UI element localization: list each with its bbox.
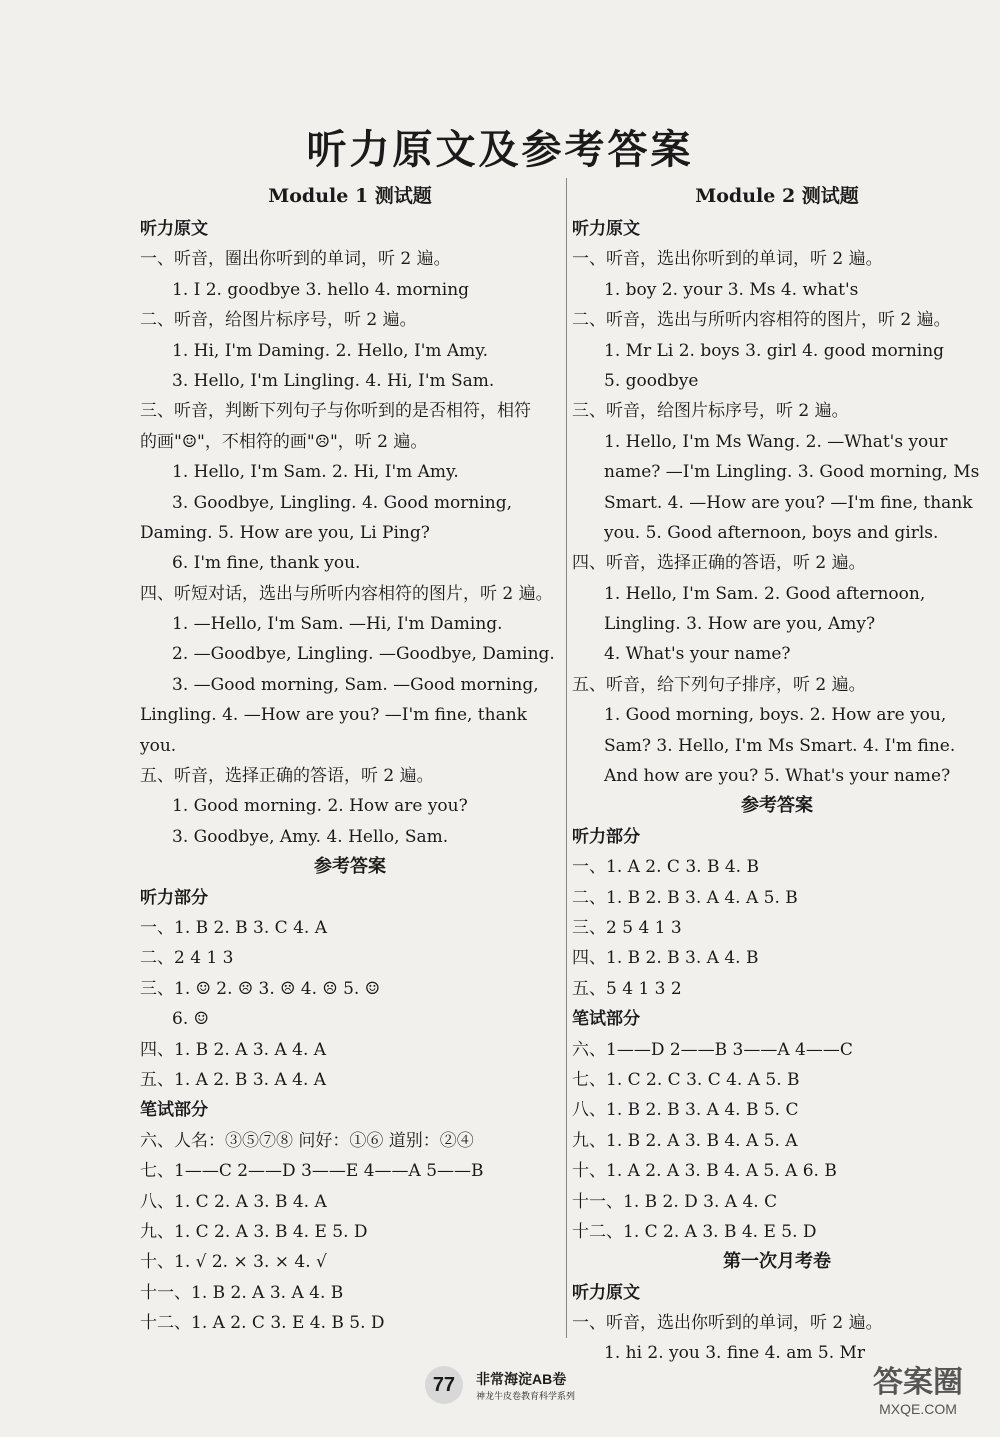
text-line: 6. I'm fine, thank you.: [172, 553, 361, 574]
text-line: Lingling. 4. —How are you? —I'm fine, thank: [140, 705, 527, 726]
text-line: 六、1——D 2——B 3——A 4——C: [572, 1039, 853, 1060]
text-line: 听力原文: [140, 219, 208, 239]
text-line: 1. Good morning, boys. 2. How are you,: [604, 705, 947, 726]
text-line: 一、1. A 2. C 3. B 4. B: [572, 857, 759, 878]
column-divider: [566, 178, 567, 1338]
text-line: 一、听音，选出你听到的单词，听 2 遍。: [572, 249, 883, 270]
text-line: 九、1. B 2. A 3. B 4. A 5. A: [572, 1130, 798, 1151]
text-line: 二、听音，给图片标序号，听 2 遍。: [140, 310, 417, 331]
text-line: 笔试部分: [140, 1100, 208, 1121]
brand-block: [476, 1369, 575, 1402]
text-line: you. 5. Good afternoon, boys and girls.: [604, 522, 939, 543]
text-line: 4. What's your name?: [604, 644, 791, 665]
text-line: 七、1. C 2. C 3. C 4. A 5. B: [572, 1069, 800, 1090]
text-line: Lingling. 3. How are you, Amy?: [604, 614, 876, 635]
text-line: 听力部分: [140, 887, 208, 908]
text-line: 八、1. C 2. A 3. B 4. A: [140, 1191, 327, 1212]
text-line: 1. I 2. goodbye 3. hello 4. morning: [172, 279, 470, 300]
text-line: Smart. 4. —How are you? —I'm fine, thank: [604, 492, 973, 513]
text-line: 1. hi 2. you 3. fine 4. am 5. Mr: [604, 1343, 866, 1364]
left-column: [140, 178, 560, 1338]
right-column: [572, 178, 982, 1369]
text-line: 一、听音，圈出你听到的单词，听 2 遍。: [140, 249, 451, 270]
watermark-logo: [848, 1357, 988, 1427]
text-line: 1. Good morning. 2. How are you?: [172, 796, 468, 817]
watermark-url: MXQE.COM: [879, 1401, 957, 1417]
text-line: 五、5 4 1 3 2: [572, 978, 682, 999]
text-line: Sam? 3. Hello, I'm Ms Smart. 4. I'm fine.: [604, 735, 956, 756]
text-line: name? —I'm Lingling. 3. Good morning, Ms: [604, 462, 980, 483]
text-line: 三、1. ☺ 2. ☹ 3. ☹ 4. ☹ 5. ☺: [140, 978, 380, 999]
text-line: 1. Hi, I'm Daming. 2. Hello, I'm Amy.: [172, 340, 489, 361]
text-line: 四、听音，选择正确的答语，听 2 遍。: [572, 553, 866, 574]
brand-name: 非常海淀AB卷: [476, 1370, 567, 1387]
text-line: 听力原文: [572, 1282, 640, 1303]
text-line: 的画"☺"，不相符的画"☹"，听 2 遍。: [140, 431, 428, 452]
module-1-header: Module 1 测试题: [268, 185, 432, 207]
text-line: 七、1——C 2——D 3——E 4——A 5——B: [140, 1161, 484, 1182]
text-line: 三、听音，判断下列句子与你听到的是否相符，相符: [140, 401, 531, 422]
page-number: 77: [425, 1366, 463, 1404]
text-line: 六、人名：③⑤⑦⑧ 问好：①⑥ 道别：②④: [140, 1130, 474, 1151]
text-line: 五、1. A 2. B 3. A 4. A: [140, 1069, 327, 1090]
text-line: 四、1. B 2. A 3. A 4. A: [140, 1039, 327, 1060]
text-line: 1. Hello, I'm Sam. 2. Good afternoon,: [604, 583, 926, 604]
text-line: 二、2 4 1 3: [140, 948, 234, 969]
text-line: 1. Hello, I'm Ms Wang. 2. —What's your: [604, 431, 948, 452]
text-line: Daming. 5. How are you, Li Ping?: [140, 522, 430, 543]
text-line: 1. boy 2. your 3. Ms 4. what's: [604, 279, 859, 300]
text-line: 十一、1. B 2. D 3. A 4. C: [572, 1191, 778, 1212]
text-line: 3. Goodbye, Lingling. 4. Good morning,: [172, 492, 513, 513]
text-line: 2. —Goodbye, Lingling. —Goodbye, Daming.: [172, 644, 555, 665]
page-title: 听力原文及参考答案: [306, 126, 694, 173]
text-line: 十二、1. A 2. C 3. E 4. B 5. D: [140, 1313, 385, 1334]
text-line: 6. ☺: [172, 1009, 209, 1030]
text-line: 十、1. √ 2. × 3. × 4. √: [140, 1252, 327, 1273]
text-line: 听力部分: [572, 826, 640, 847]
text-line: 3. Hello, I'm Lingling. 4. Hi, I'm Sam.: [172, 370, 495, 391]
text-line: And how are you? 5. What's your name?: [604, 766, 951, 787]
text-line: 五、听音，给下列句子排序，听 2 遍。: [572, 674, 866, 695]
text-line: you.: [140, 735, 177, 756]
text-line: 第一次月考卷: [723, 1251, 831, 1273]
text-line: 三、听音，给图片标序号，听 2 遍。: [572, 401, 849, 422]
text-line: 1. —Hello, I'm Sam. —Hi, I'm Daming.: [172, 614, 503, 635]
text-line: 十一、1. B 2. A 3. A 4. B: [140, 1282, 344, 1303]
text-line: 听力原文: [572, 219, 640, 239]
text-line: 参考答案: [741, 795, 813, 817]
text-line: 参考答案: [314, 856, 386, 878]
text-line: 5. goodbye: [604, 370, 699, 391]
text-line: 笔试部分: [572, 1009, 640, 1030]
watermark-main: 答案圈: [873, 1366, 963, 1399]
text-line: 二、1. B 2. B 3. A 4. A 5. B: [572, 887, 798, 908]
text-line: 1. Mr Li 2. boys 3. girl 4. good morning: [604, 340, 945, 361]
module-2-header: Module 2 测试题: [695, 185, 859, 207]
text-line: 八、1. B 2. B 3. A 4. B 5. C: [572, 1100, 799, 1121]
brand-subtitle: 神龙牛皮卷教育科学系列: [476, 1390, 576, 1401]
text-line: 一、听音，选出你听到的单词，听 2 遍。: [572, 1313, 883, 1334]
text-line: 1. Hello, I'm Sam. 2. Hi, I'm Amy.: [172, 462, 459, 483]
text-line: 一、1. B 2. B 3. C 4. A: [140, 917, 327, 938]
text-line: 二、听音，选出与所听内容相符的图片，听 2 遍。: [572, 310, 951, 331]
text-line: 三、2 5 4 1 3: [572, 917, 682, 938]
text-line: 四、1. B 2. B 3. A 4. B: [572, 948, 759, 969]
text-line: 九、1. C 2. A 3. B 4. E 5. D: [140, 1221, 368, 1242]
text-line: 3. —Good morning, Sam. —Good morning,: [172, 674, 539, 695]
text-line: 3. Goodbye, Amy. 4. Hello, Sam.: [172, 826, 449, 847]
text-line: 十二、1. C 2. A 3. B 4. E 5. D: [572, 1221, 817, 1242]
text-line: 四、听短对话，选出与所听内容相符的图片，听 2 遍。: [140, 583, 553, 604]
text-line: 五、听音，选择正确的答语，听 2 遍。: [140, 766, 434, 787]
text-line: 十、1. A 2. A 3. B 4. A 5. A 6. B: [572, 1161, 837, 1182]
